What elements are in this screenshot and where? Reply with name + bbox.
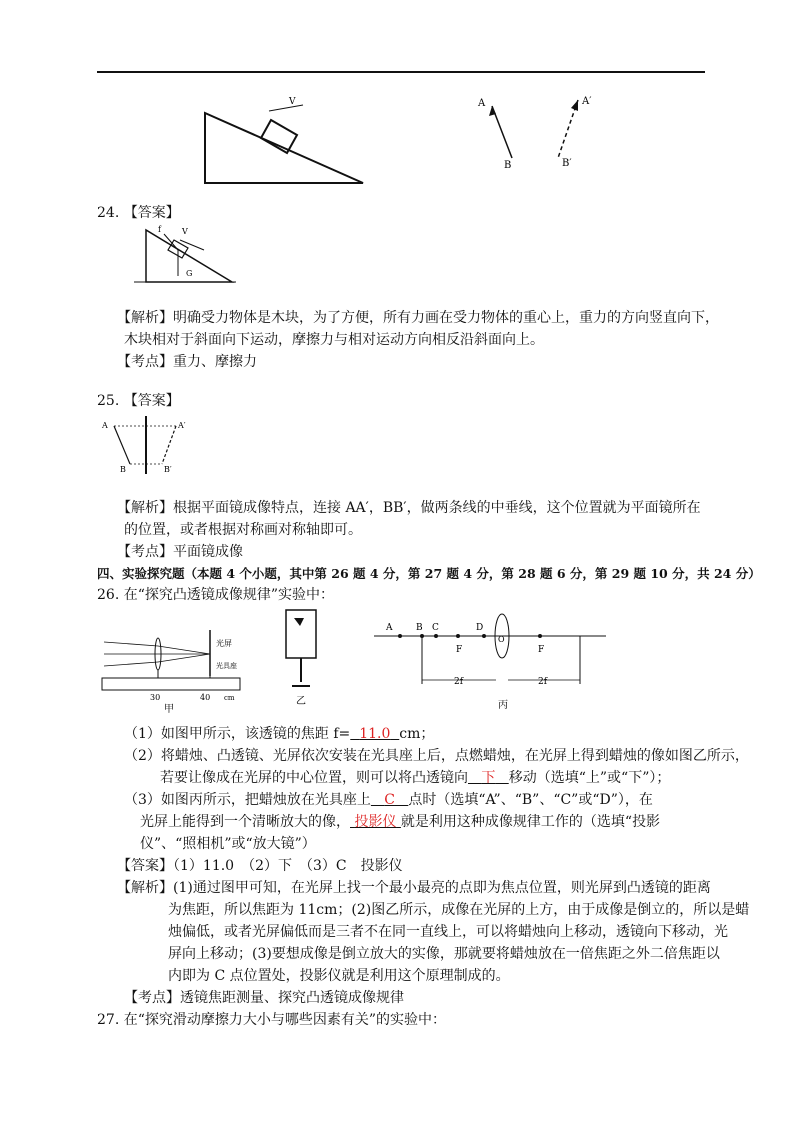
q26-subq1: （1）如图甲所示，该透镜的焦距 f= 11.0 cm； xyxy=(124,726,435,742)
q26-answer4: 投影仪 xyxy=(354,814,397,830)
q26-figure-bing xyxy=(370,618,610,718)
header-rule xyxy=(97,71,705,73)
svg-text:D: D xyxy=(476,623,484,633)
svg-text:O: O xyxy=(498,635,505,644)
svg-text:2f: 2f xyxy=(454,677,464,687)
svg-text:F: F xyxy=(456,645,463,655)
svg-text:丙: 丙 xyxy=(498,700,508,711)
svg-text:A′: A′ xyxy=(582,96,592,107)
svg-text:光屏: 光屏 xyxy=(216,639,232,648)
velocity-label: V xyxy=(289,97,296,107)
q26-answer1: 11.0 xyxy=(359,726,391,742)
svg-text:B: B xyxy=(120,465,126,474)
ab-arrows-figure xyxy=(474,92,604,172)
svg-text:A: A xyxy=(102,421,108,430)
q26-subq2-line1: （2）将蜡烛、凸透镜、光屏依次安装在光具座上后，点燃蜡烛，在光屏上得到蜡烛的像如图乙所示， xyxy=(124,748,749,764)
svg-text:F: F xyxy=(538,645,545,655)
q26-analysis-line1: 【解析】(1)通过图甲可知，在光屏上找一个最小最亮的点即为焦点位置，则光屏到凸透镜的距离 xyxy=(117,880,711,896)
q25-heading: 25. 【答案】 xyxy=(97,393,180,409)
svg-text:f: f xyxy=(158,225,161,234)
q24-force-figure xyxy=(128,222,238,287)
svg-text:C: C xyxy=(432,623,439,633)
q26-subq3-line1: （3）如图丙所示，把蜡烛放在光具座上 C 点时（选填“A”、“B”、“C”或“D”），在 xyxy=(124,792,653,808)
svg-text:甲: 甲 xyxy=(164,704,174,715)
section4-title: 四、实验探究题（本题 4 个小题，其中第 26 题 4 分，第 27 题 4 分，第 28 题 6 分，第 29 题 10 分，共 24 分） xyxy=(97,566,761,581)
q26-analysis-line5: 内即为 C 点位置处，投影仪就是利用这个原理制成的。 xyxy=(168,968,510,984)
q26-figure-yi xyxy=(282,606,332,706)
q26-subq3-line3: 仪”、“照相机”或“放大镜”） xyxy=(140,836,316,852)
svg-text:B′: B′ xyxy=(164,465,172,474)
svg-text:40: 40 xyxy=(200,693,211,702)
q25-mirror-figure xyxy=(100,412,195,482)
q25-analysis-line1: 【解析】根据平面镜成像特点，连接 AA′，BB′，做两条线的中垂线，这个位置就为平面镜所在 xyxy=(117,500,701,516)
q26-stem: 26. 在“探究凸透镜成像规律”实验中： xyxy=(97,587,335,603)
q26-answer: 【答案】（1）11.0 （2）下 （3）C 投影仪 xyxy=(117,858,403,874)
q26-analysis-line4: 屏向上移动；(3)要想成像是倒立放大的实像，那就要将蜡烛放在一倍焦距之外二倍焦距以 xyxy=(168,946,720,962)
q27-stem: 27. 在“探究滑动摩擦力大小与哪些因素有关”的实验中： xyxy=(97,1012,447,1028)
q26-answer2: 下 xyxy=(481,770,496,786)
q25-point: 【考点】平面镜成像 xyxy=(117,544,243,560)
svg-text:A: A xyxy=(386,623,393,633)
q26-figure-jia xyxy=(100,612,250,715)
svg-text:乙: 乙 xyxy=(296,696,306,707)
svg-text:B′: B′ xyxy=(562,158,572,169)
svg-text:V: V xyxy=(182,227,188,236)
incline-block-figure xyxy=(195,95,375,190)
q26-subq2-line2: 若要让像成在光屏的中心位置，则可以将凸透镜向 下 移动（选填“上”或“下”）； xyxy=(160,770,671,786)
q24-point: 【考点】重力、摩擦力 xyxy=(117,354,257,370)
q24-analysis-line1: 【解析】明确受力物体是木块，为了方便，所有力画在受力物体的重心上，重力的方向竖直向下， xyxy=(117,310,719,326)
q26-subq3-line2: 光屏上能得到一个清晰放大的像， 投影仪 就是利用这种成像规律工作的（选填“投影 xyxy=(140,814,661,830)
q26-analysis-line2: 为焦距，所以焦距为 11cm；(2)图乙所示，成像在光屏的上方，由于成像是倒立的，所以是蜡 xyxy=(168,902,750,918)
svg-text:A: A xyxy=(478,98,486,109)
svg-text:cm: cm xyxy=(224,694,235,702)
q24-heading: 24. 【答案】 xyxy=(97,205,180,221)
svg-text:光具座: 光具座 xyxy=(216,662,237,670)
svg-text:30: 30 xyxy=(150,693,161,702)
svg-text:B: B xyxy=(416,623,423,633)
svg-text:A′: A′ xyxy=(178,421,186,430)
q26-answer3: C xyxy=(384,792,395,808)
svg-text:2f: 2f xyxy=(538,677,548,687)
q25-analysis-line2: 的位置，或者根据对称画对称轴即可。 xyxy=(124,522,362,538)
q26-analysis-line3: 烛偏低，或者光屏偏低而是三者不在同一直线上，可以将蜡烛向上移动，透镜向下移动，光 xyxy=(168,924,728,940)
q26-point: 【考点】透镜焦距测量、探究凸透镜成像规律 xyxy=(124,990,404,1006)
svg-text:B: B xyxy=(504,160,512,171)
svg-text:G: G xyxy=(186,269,193,278)
q24-analysis-line2: 木块相对于斜面向下运动，摩擦力与相对运动方向相反沿斜面向上。 xyxy=(124,332,544,348)
